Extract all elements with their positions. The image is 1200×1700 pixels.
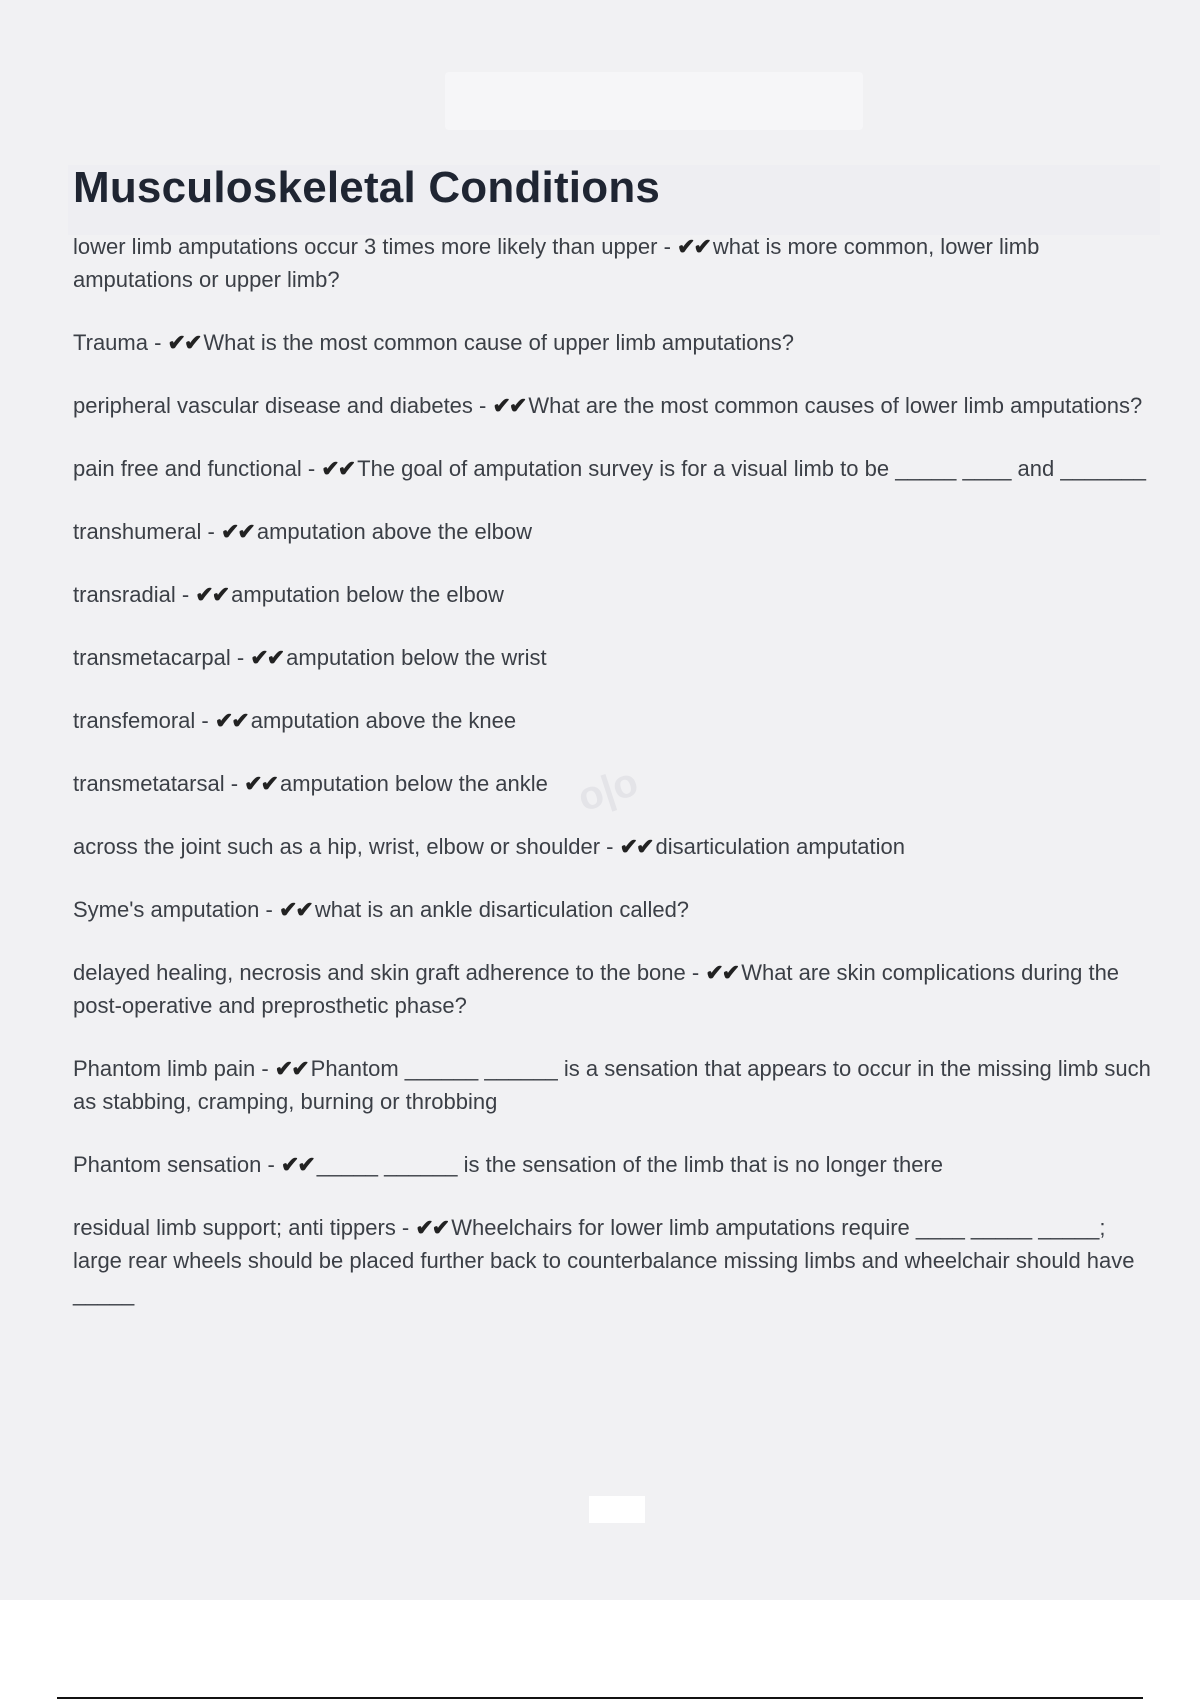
question-text: amputation below the elbow xyxy=(231,582,504,607)
checkmark-icon: ✔✔ xyxy=(195,582,229,607)
answer-text: transfemoral - xyxy=(73,708,215,733)
flashcard-item xyxy=(73,452,1153,485)
flashcard-item xyxy=(73,1052,1153,1118)
flashcard-item xyxy=(73,956,1153,1022)
answer-text: Trauma - xyxy=(73,330,168,355)
checkmark-icon: ✔✔ xyxy=(280,1152,314,1177)
answer-text: across the joint such as a hip, wrist, elbow or shoulder - xyxy=(73,834,620,859)
flashcard-item xyxy=(73,389,1153,422)
answer-text: peripheral vascular disease and diabetes - xyxy=(73,393,493,418)
checkmark-icon: ✔✔ xyxy=(214,708,248,733)
question-text: The goal of amputation survey is for a visual limb to be _____ ____ and _______ xyxy=(357,456,1147,481)
flashcard-item xyxy=(73,1211,1153,1310)
checkmark-icon: ✔✔ xyxy=(278,897,312,922)
checkmark-icon: ✔✔ xyxy=(415,1215,449,1240)
checkmark-icon: ✔✔ xyxy=(167,330,201,355)
question-text: Wheelchairs for lower limb amputations require ____ _____ _____; large rear wheels should be placed further back to counterbalance missing limbs and wheelchair should have _____ xyxy=(73,1215,1135,1306)
flashcard-item xyxy=(73,641,1153,674)
flashcard-item xyxy=(73,578,1153,611)
checkmark-icon: ✔✔ xyxy=(705,960,739,985)
answer-text: residual limb support; anti tippers - xyxy=(73,1215,416,1240)
checkmark-icon: ✔✔ xyxy=(677,234,710,259)
answer-text: Phantom sensation - xyxy=(73,1152,281,1177)
answer-text: transmetatarsal - xyxy=(73,771,245,796)
question-text: amputation below the ankle xyxy=(280,771,548,796)
question-text: What are the most common causes of lower limb amputations? xyxy=(528,393,1143,418)
answer-text: transmetacarpal - xyxy=(73,645,251,670)
flashcard-item xyxy=(73,515,1153,548)
flashcard-item xyxy=(73,704,1153,737)
answer-text: delayed healing, necrosis and skin graft adherence to the bone - xyxy=(73,960,706,985)
answer-text: lower limb amputations occur 3 times more likely than upper - xyxy=(73,234,678,259)
flashcard-item xyxy=(73,1148,1153,1181)
answer-text: transradial - xyxy=(73,582,196,607)
checkmark-icon: ✔✔ xyxy=(321,456,355,481)
question-text: What is the most common cause of upper limb amputations? xyxy=(203,330,795,355)
checkmark-icon: ✔✔ xyxy=(244,771,278,796)
question-text: What are skin complications during the post-operative and preprosthetic phase? xyxy=(73,960,1120,1018)
checkmark-icon: ✔✔ xyxy=(220,519,254,544)
question-text: _____ ______ is the sensation of the limb that is no longer there xyxy=(316,1152,943,1177)
flashcard-item xyxy=(73,326,1153,359)
watermark-logo: o|o xyxy=(572,759,644,821)
flashcard-item xyxy=(73,230,1153,296)
checkmark-icon: ✔✔ xyxy=(250,645,284,670)
question-text: what is more common, lower limb amputations or upper limb? xyxy=(73,234,1040,292)
question-text: disarticulation amputation xyxy=(655,834,905,859)
question-text: what is an ankle disarticulation called? xyxy=(314,897,690,922)
page-title: Musculoskeletal Conditions xyxy=(73,163,661,212)
answer-text: Phantom limb pain - xyxy=(73,1056,275,1081)
header-placeholder xyxy=(445,72,863,130)
question-text: amputation above the knee xyxy=(250,708,517,733)
answer-text: Syme's amputation - xyxy=(73,897,279,922)
answer-text: pain free and functional - xyxy=(73,456,322,481)
page-number-placeholder xyxy=(589,1496,645,1523)
bottom-divider xyxy=(57,1697,1143,1699)
question-text: amputation below the wrist xyxy=(286,645,547,670)
question-text: amputation above the elbow xyxy=(256,519,533,544)
checkmark-icon: ✔✔ xyxy=(274,1056,308,1081)
answer-text: transhumeral - xyxy=(73,519,221,544)
flashcard-item xyxy=(73,830,1153,863)
checkmark-icon: ✔✔ xyxy=(619,834,653,859)
flashcard-item xyxy=(73,893,1153,926)
checkmark-icon: ✔✔ xyxy=(492,393,526,418)
question-text: Phantom ______ ______ is a sensation that appears to occur in the missing limb such as stabbing, cramping, burning or throbbing xyxy=(73,1056,1151,1114)
